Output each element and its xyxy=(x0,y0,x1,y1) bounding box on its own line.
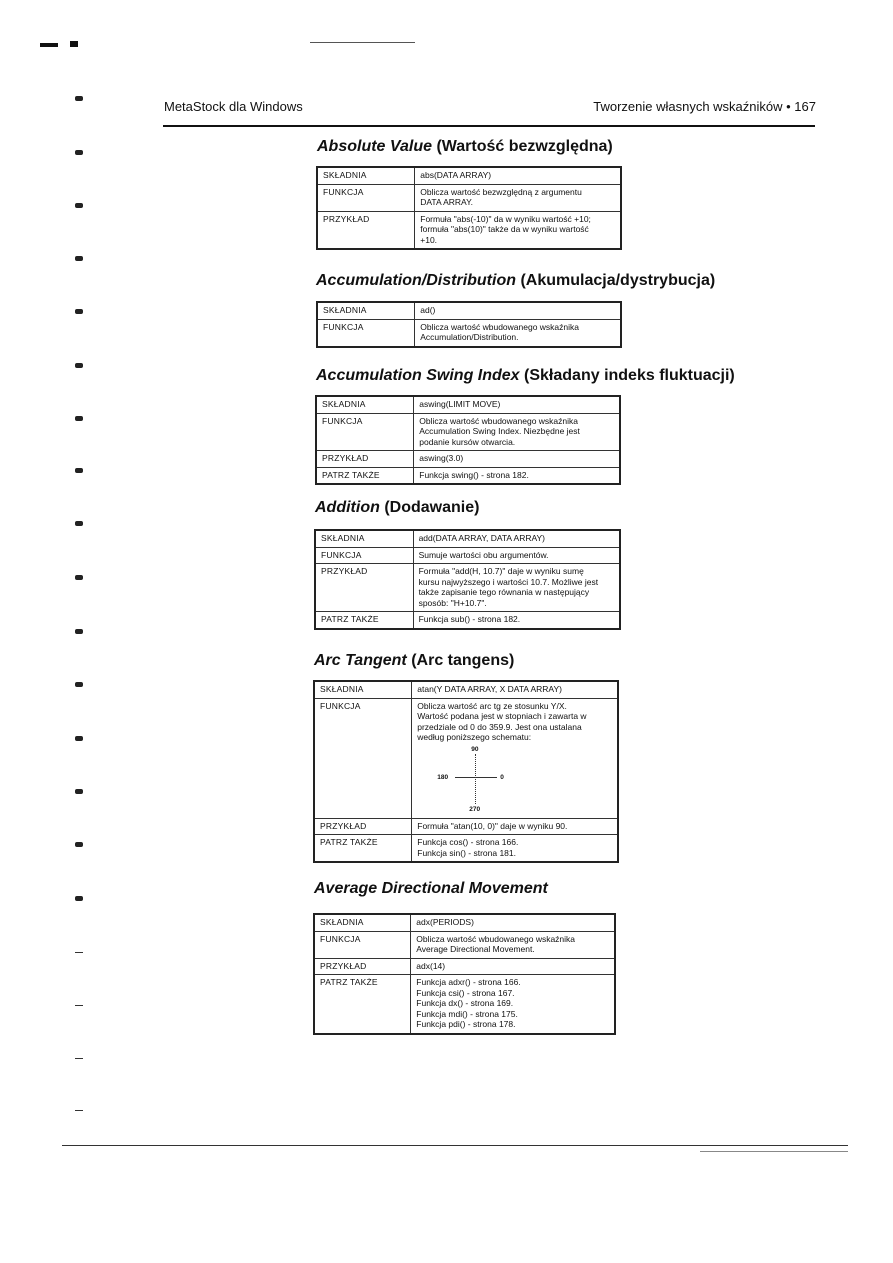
row-label: FUNKCJA xyxy=(317,184,415,211)
row-label: FUNKCJA xyxy=(317,319,415,347)
row-label: PATRZ TAKŻE xyxy=(316,467,414,484)
angle-diagram xyxy=(429,745,549,815)
margin-mark xyxy=(75,682,83,687)
margin-mark xyxy=(75,309,83,314)
bottom-rule xyxy=(700,1151,848,1152)
table-row xyxy=(314,975,615,1034)
section-title-pl: (Dodawanie) xyxy=(384,499,480,516)
table-row xyxy=(316,413,620,451)
definition-table xyxy=(316,301,622,348)
margin-mark xyxy=(75,952,83,953)
section-title xyxy=(316,367,735,385)
definition-table xyxy=(315,395,621,485)
margin-mark xyxy=(75,629,83,634)
margin-mark xyxy=(75,1005,83,1006)
row-value: ad() xyxy=(415,302,621,319)
margin-mark xyxy=(75,1110,83,1111)
row-label: PRZYKŁAD xyxy=(315,564,413,612)
table-row xyxy=(315,612,620,629)
row-label: PRZYKŁAD xyxy=(317,211,415,249)
definition-table xyxy=(314,529,621,630)
diagram-label-right: 0 xyxy=(500,773,504,781)
section-title-pl: (Wartość bezwzględna) xyxy=(436,138,613,155)
section-title-pl: (Akumulacja/dystrybucja) xyxy=(520,272,716,289)
row-label: PATRZ TAKŻE xyxy=(315,612,413,629)
margin-mark xyxy=(75,256,83,261)
section-title-en: Accumulation Swing Index xyxy=(316,367,520,384)
row-value: Oblicza wartość wbudowanego wskaźnika Accumulation/Distribution. xyxy=(415,319,621,347)
margin-mark xyxy=(75,575,83,580)
section-title-en: Addition xyxy=(315,499,380,516)
row-label: FUNKCJA xyxy=(315,547,413,564)
table-row xyxy=(317,211,621,249)
header-rule xyxy=(163,125,815,127)
row-value: adx(PERIODS) xyxy=(411,914,615,931)
section-title-en: Accumulation/Distribution xyxy=(316,272,516,289)
table-row xyxy=(314,818,618,835)
section-title xyxy=(314,880,548,898)
row-label: PRZYKŁAD xyxy=(314,818,412,835)
table-row xyxy=(315,564,620,612)
section-title xyxy=(317,138,613,156)
row-label: SKŁADNIA xyxy=(316,396,414,413)
diagram-label-bottom: 270 xyxy=(469,805,481,813)
section-title xyxy=(315,499,479,517)
row-value-cell xyxy=(412,698,618,818)
section-title xyxy=(316,272,715,290)
row-value: Funkcja swing() - strona 182. xyxy=(414,467,620,484)
section-title-pl: (Arc tangens) xyxy=(411,652,515,669)
table-row xyxy=(316,467,620,484)
row-label: SKŁADNIA xyxy=(317,302,415,319)
section-title-en: Absolute Value xyxy=(317,138,432,155)
row-value: Oblicza wartość wbudowanego wskaźnika Average Directional Movement. xyxy=(411,931,615,958)
row-label: SKŁADNIA xyxy=(315,530,413,547)
row-value: Funkcja cos() - strona 166. Funkcja sin() - strona 181. xyxy=(412,835,618,863)
section-title-en: Arc Tangent xyxy=(314,652,407,669)
section-title xyxy=(314,652,514,670)
margin-mark xyxy=(75,416,83,421)
row-value: add(DATA ARRAY, DATA ARRAY) xyxy=(413,530,620,547)
margin-mark xyxy=(75,789,83,794)
table-row xyxy=(314,958,615,975)
table-row xyxy=(315,530,620,547)
row-label: PRZYKŁAD xyxy=(316,451,414,468)
margin-mark xyxy=(75,203,83,208)
margin-mark xyxy=(75,521,83,526)
margin-mark xyxy=(75,96,83,101)
row-value: aswing(LIMIT MOVE) xyxy=(414,396,620,413)
row-label: SKŁADNIA xyxy=(317,167,415,184)
table-row xyxy=(316,396,620,413)
header-chapter-page: Tworzenie własnych wskaźników • 167 xyxy=(593,99,816,114)
diagram-horizontal-axis xyxy=(455,777,497,778)
table-row xyxy=(314,835,618,863)
row-label: PATRZ TAKŻE xyxy=(314,975,411,1034)
header-book-title: MetaStock dla Windows xyxy=(164,99,303,114)
row-label: FUNKCJA xyxy=(314,698,412,818)
row-value: aswing(3.0) xyxy=(414,451,620,468)
definition-table xyxy=(316,166,622,250)
margin-mark xyxy=(75,363,83,368)
row-value: Oblicza wartość wbudowanego wskaźnika Accumulation Swing Index. Niezbędne jest podanie kursów otwarcia. xyxy=(414,413,620,451)
table-row xyxy=(314,914,615,931)
diagram-vertical-axis xyxy=(475,754,476,804)
top-rule xyxy=(310,42,415,43)
section-title-pl: (Składany indeks fluktuacji) xyxy=(524,367,735,384)
diagram-label-top: 90 xyxy=(471,745,479,753)
row-label: SKŁADNIA xyxy=(314,914,411,931)
row-label: SKŁADNIA xyxy=(314,681,412,698)
margin-mark xyxy=(75,150,83,155)
bottom-rule xyxy=(62,1145,848,1146)
row-value: Oblicza wartość arc tg ze stosunku Y/X. Wartość podana jest w stopniach i zawarta w przedziale od 0 do 359.9. Jest ona ustalana według poniższego schematu: xyxy=(417,700,587,742)
row-label: PATRZ TAKŻE xyxy=(314,835,412,863)
row-value: adx(14) xyxy=(411,958,615,975)
margin-mark xyxy=(75,896,83,901)
row-value: Sumuje wartości obu argumentów. xyxy=(413,547,620,564)
row-value: Formuła "abs(-10)" da w wyniku wartość +10; formuła "abs(10)" także da w wyniku wartość +10. xyxy=(415,211,621,249)
table-row xyxy=(316,451,620,468)
margin-mark xyxy=(75,736,83,741)
margin-mark xyxy=(75,1058,83,1059)
table-row xyxy=(317,319,621,347)
row-label: FUNKCJA xyxy=(314,931,411,958)
row-value: Funkcja sub() - strona 182. xyxy=(413,612,620,629)
row-value: abs(DATA ARRAY) xyxy=(415,167,621,184)
definition-table xyxy=(313,680,619,863)
row-value: atan(Y DATA ARRAY, X DATA ARRAY) xyxy=(412,681,618,698)
margin-mark xyxy=(75,842,83,847)
definition-table xyxy=(313,913,616,1035)
table-row xyxy=(314,931,615,958)
row-value: Oblicza wartość bezwzględną z argumentu DATA ARRAY. xyxy=(415,184,621,211)
scan-mark xyxy=(40,43,58,47)
scan-mark xyxy=(70,41,78,47)
row-label: PRZYKŁAD xyxy=(314,958,411,975)
table-row xyxy=(317,184,621,211)
row-value: Funkcja adxr() - strona 166. Funkcja csi() - strona 167. Funkcja dx() - strona 169. Funkcja mdi() - strona 175. Funkcja pdi() - strona 178. xyxy=(411,975,615,1034)
row-value: Formuła "add(H, 10.7)" daje w wyniku sumę kursu najwyższego i wartości 10.7. Możliwe jest także zapisanie tego równania w następujący sposób: "H+10.7". xyxy=(413,564,620,612)
table-row xyxy=(317,167,621,184)
section-title-en: Average Directional Movement xyxy=(314,880,548,897)
table-row xyxy=(315,547,620,564)
table-row xyxy=(314,698,618,818)
row-value: Formuła "atan(10, 0)" daje w wyniku 90. xyxy=(412,818,618,835)
row-label: FUNKCJA xyxy=(316,413,414,451)
diagram-label-left: 180 xyxy=(437,773,449,781)
margin-mark xyxy=(75,468,83,473)
table-row xyxy=(317,302,621,319)
table-row xyxy=(314,681,618,698)
